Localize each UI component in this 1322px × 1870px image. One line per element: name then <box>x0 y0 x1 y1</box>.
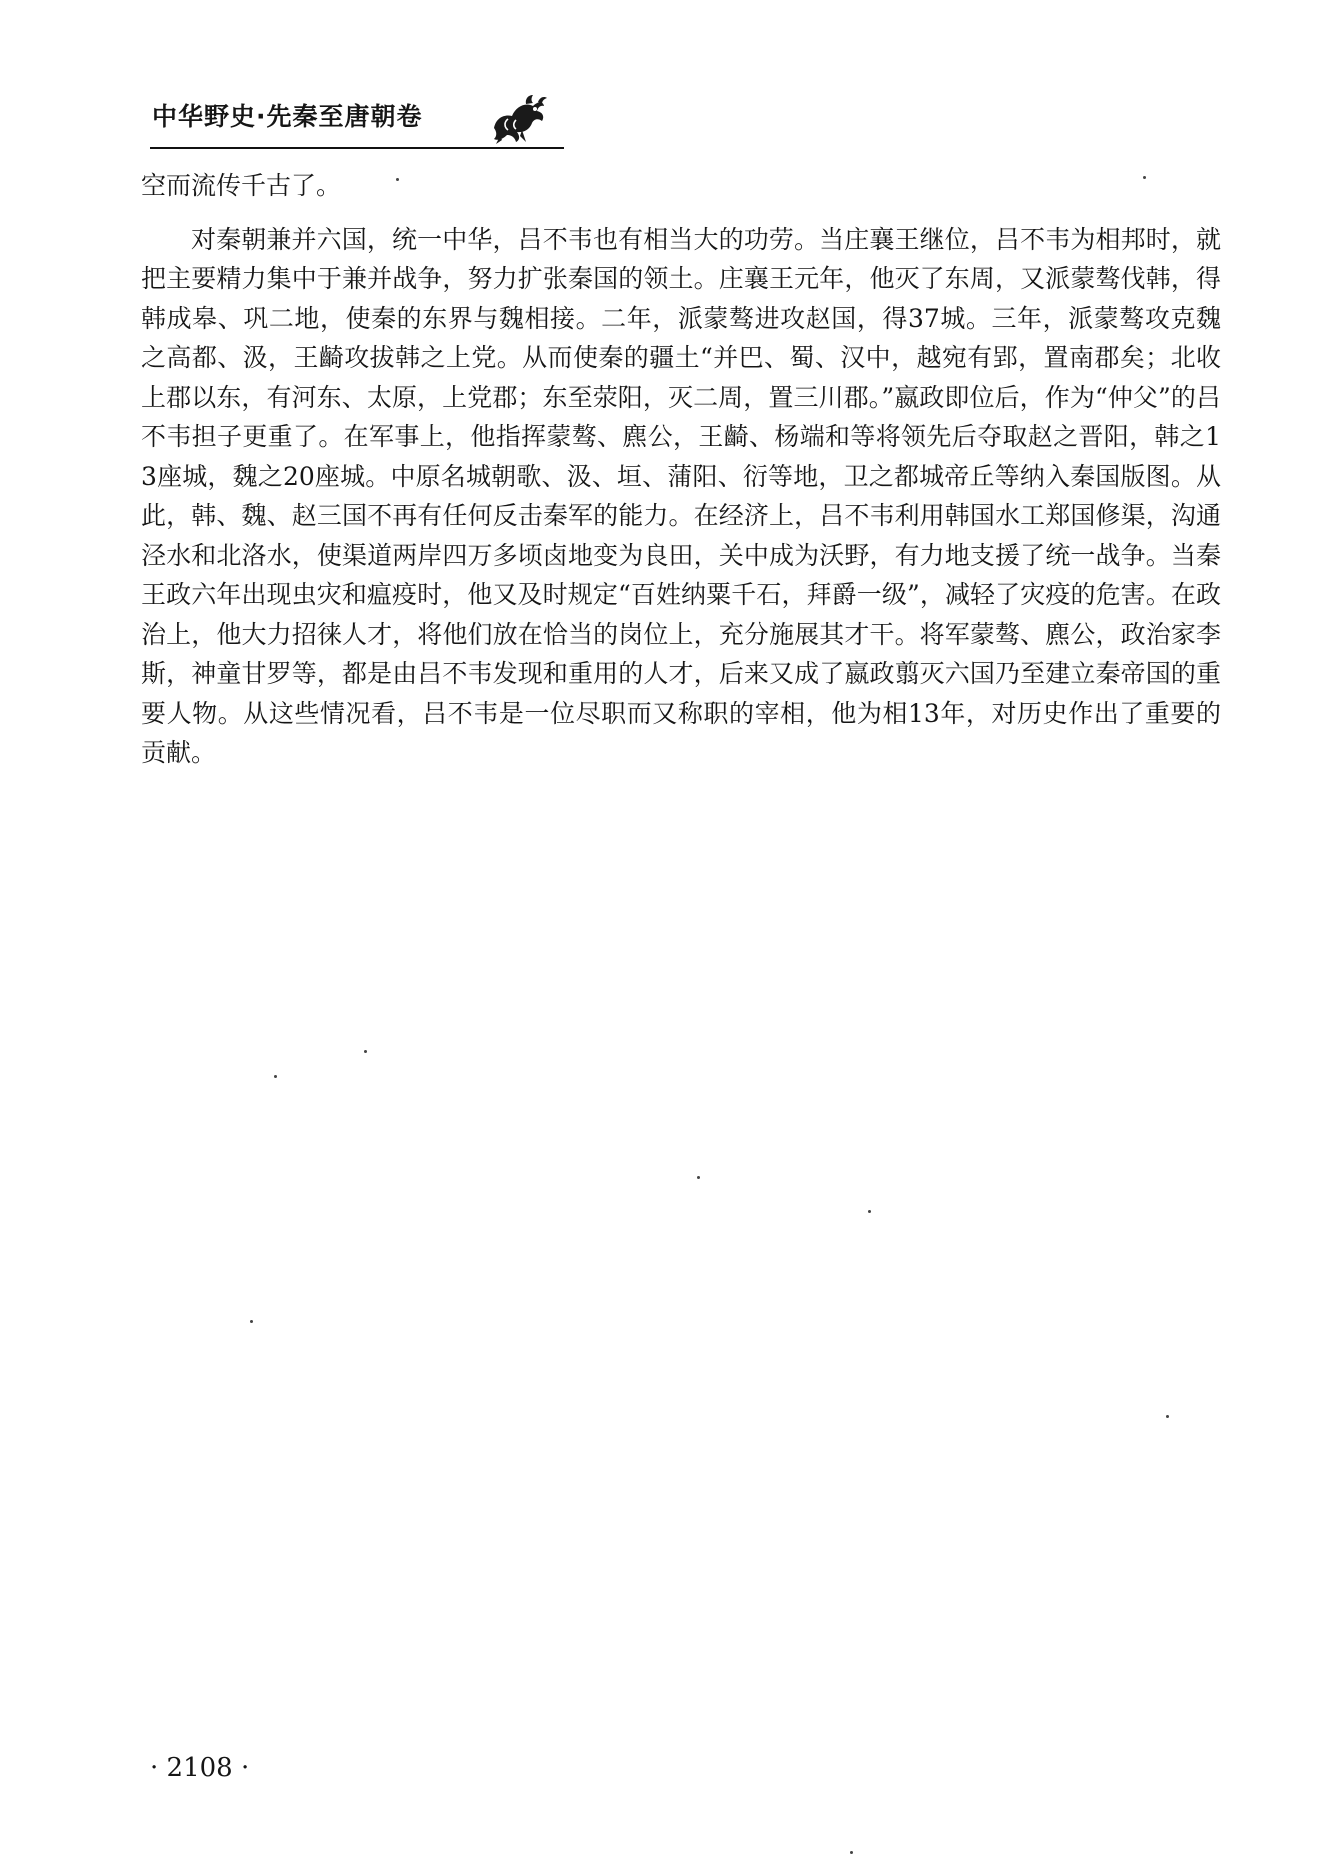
scan-speck <box>1166 1415 1169 1418</box>
scan-speck <box>364 1050 367 1053</box>
body-text <box>141 166 1221 773</box>
scan-speck <box>850 1851 853 1854</box>
page-number: · 2108 · <box>150 1753 250 1783</box>
running-header <box>150 92 560 150</box>
dragon-icon <box>486 92 548 144</box>
scan-speck <box>697 1176 700 1179</box>
scan-speck <box>274 1075 277 1078</box>
scan-speck <box>250 1320 253 1323</box>
continued-paragraph: 空而流传千古了。 <box>141 171 342 200</box>
scan-speck <box>1143 176 1146 179</box>
header-rule <box>150 147 564 149</box>
running-header-title: 中华野史·先秦至唐朝卷 <box>152 102 423 131</box>
main-paragraph: 对秦朝兼并六国，统一中华，吕不韦也有相当大的功劳。当庄襄王继位，吕不韦为相邦时，就把主要精力集中于兼并战争，努力扩张秦国的领土。庄襄王元年，他灭了东周，又派蒙骜伐韩，得韩成皋、巩二地，使秦的东界与魏相接。二年，派蒙骜进攻赵国，得37城。三年，派蒙骜攻克魏之高都、汲，王齮攻拔韩之上党。从而使秦的疆土“并巴、蜀、汉中，越宛有郢，置南郡矣；北收上郡以东，有河东、太原，上党郡；东至荥阳，灭二周，置三川郡。”嬴政即位后，作为“仲父”的吕不韦担子更重了。在军事上，他指挥蒙骜、麃公，王齮、杨端和等将领先后夺取赵之晋阳，韩之13座城，魏之20座城。中原名城朝歌、汲、垣、蒲阳、衍等地，卫之都城帝丘等纳入秦国版图。从此，韩、魏、赵三国不再有任何反击秦军的能力。在经济上，吕不韦利用韩国水工郑国修渠，沟通泾水和北洛水，使渠道两岸四万多顷卤地变为良田，关中成为沃野，有力地支援了统一战争。当秦王政六年出现虫灾和瘟疫时，他又及时规定“百姓纳粟千石，拜爵一级”，减轻了灾疫的危害。在政治上，他大力招徕人才，将他们放在恰当的岗位上，充分施展其才干。将军蒙骜、麃公，政治家李斯，神童甘罗等，都是由吕不韦发现和重用的人才，后来又成了嬴政翦灭六国乃至建立秦帝国的重要人物。从这些情况看，吕不韦是一位尽职而又称职的宰相，他为相13年，对历史作出了重要的贡献。 <box>141 224 1221 767</box>
scan-speck <box>868 1210 871 1213</box>
scan-speck <box>396 178 399 181</box>
